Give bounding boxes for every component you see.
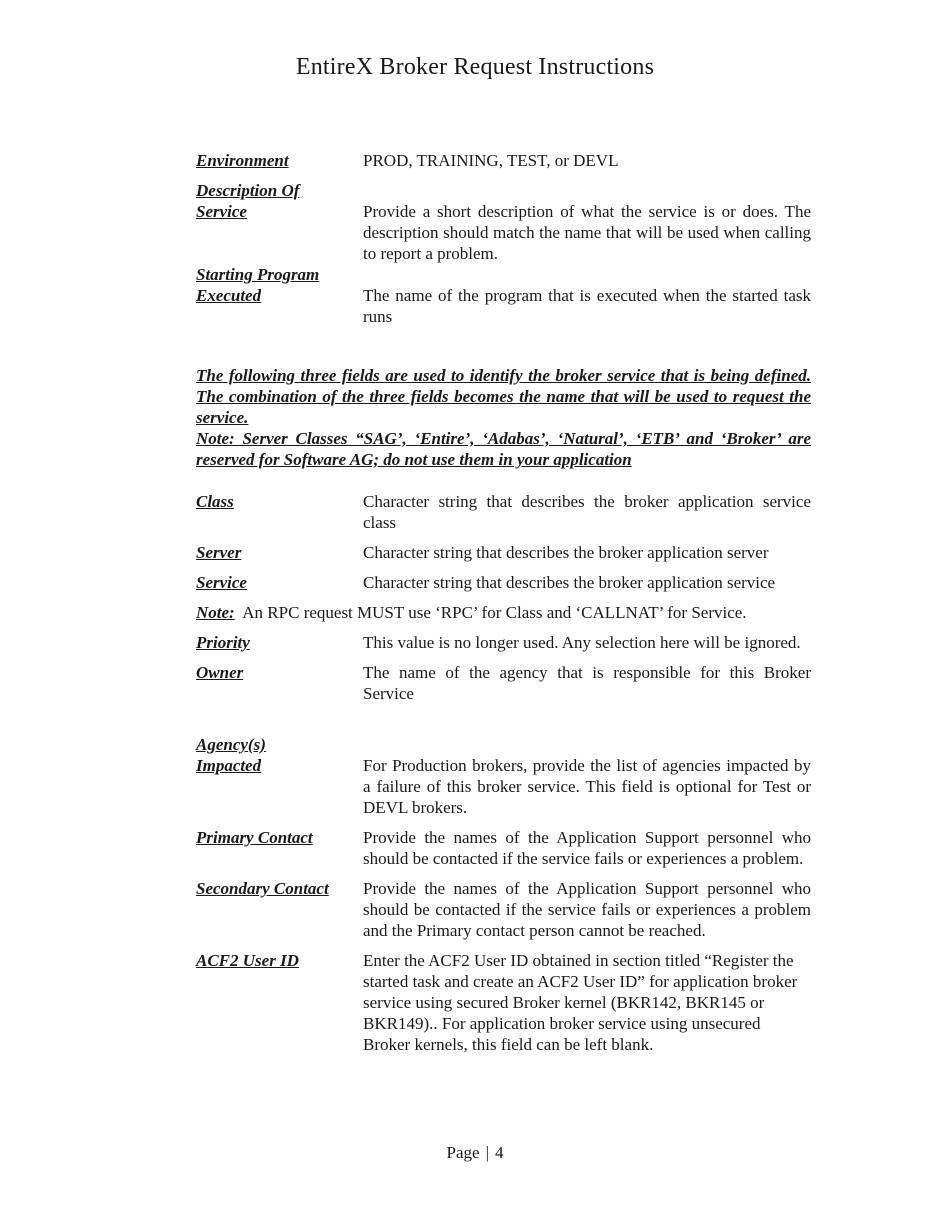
field-server bbox=[196, 542, 811, 563]
rpc-note-label: Note: bbox=[196, 603, 235, 622]
page-word: Page bbox=[446, 1143, 480, 1162]
field-service bbox=[196, 572, 811, 593]
field-value-class: Character string that describes the broker application service class bbox=[363, 492, 811, 532]
field-starting-program bbox=[196, 264, 811, 327]
field-owner bbox=[196, 662, 811, 704]
field-value-starting-program: The name of the program that is executed when the started task runs bbox=[363, 286, 811, 326]
field-value-description-of-service: Provide a short description of what the service is or does. The description should match the name that will be used when calling to report a problem. bbox=[363, 202, 811, 263]
field-label-service: Service bbox=[196, 573, 247, 592]
field-priority bbox=[196, 632, 811, 653]
field-label-secondary-contact: Secondary Contact bbox=[196, 879, 329, 898]
field-value-priority: This value is no longer used. Any selection here will be ignored. bbox=[363, 633, 801, 652]
field-value-secondary-contact: Provide the names of the Application Support personnel who should be contacted if the service fails or experiences a problem and the Primary contact person cannot be reached. bbox=[363, 879, 811, 940]
page-title: EntireX Broker Request Instructions bbox=[295, 54, 655, 80]
field-value-agencies-impacted: For Production brokers, provide the list of agencies impacted by a failure of this broker service. This field is optional for Test or DEVL brokers. bbox=[363, 756, 811, 817]
label-line: Environment bbox=[196, 151, 289, 170]
field-secondary-contact bbox=[196, 878, 811, 941]
field-agencies-impacted bbox=[196, 734, 811, 818]
label-line: Agency(s) bbox=[196, 735, 266, 754]
field-value-server: Character string that describes the broker application server bbox=[363, 543, 769, 562]
field-value-acf2-user-id: Enter the ACF2 User ID obtained in section titled “Register the started task and create an ACF2 User ID” for application broker service using secured Broker kernel (BKR142, BKR145 or BKR149).. For application broker service using unsecured Broker kernels, this field can be left blank. bbox=[363, 951, 798, 1054]
field-primary-contact bbox=[196, 827, 811, 869]
field-label-description-of-service bbox=[196, 180, 363, 222]
label-line: Service bbox=[196, 202, 247, 221]
rpc-note-text: An RPC request MUST use ‘RPC’ for Class and ‘CALLNAT’ for Service. bbox=[242, 603, 747, 622]
field-value-environment: PROD, TRAINING, TEST, or DEVL bbox=[363, 151, 619, 170]
identification-note-text: The following three fields are used to identify the broker service that is being defined. The combination of the three fields becomes the name that will be used to request the service. bbox=[196, 366, 811, 427]
field-label-acf2-user-id: ACF2 User ID bbox=[196, 951, 299, 970]
page-separator: | bbox=[485, 1143, 489, 1162]
rpc-note bbox=[196, 602, 811, 623]
field-label-environment bbox=[196, 150, 363, 171]
page-footer bbox=[0, 1143, 950, 1163]
field-description-of-service bbox=[196, 180, 811, 264]
field-label-owner: Owner bbox=[196, 663, 244, 682]
identification-note bbox=[196, 365, 811, 470]
label-line: Executed bbox=[196, 286, 262, 305]
reserved-classes-note: Note: Server Classes “SAG’, ‘Entire’, ‘Adabas’, ‘Natural’, ‘ETB’ and ‘Broker’ are reserved for Software AG; do not use them in your application bbox=[196, 429, 811, 469]
field-label-primary-contact: Primary Contact bbox=[196, 828, 313, 847]
field-label-starting-program bbox=[196, 264, 363, 306]
document-body bbox=[196, 150, 811, 1055]
field-environment bbox=[196, 150, 811, 171]
label-line: Starting Program bbox=[196, 265, 320, 284]
label-line: Description Of bbox=[196, 181, 300, 200]
field-label-priority: Priority bbox=[196, 633, 250, 652]
field-class bbox=[196, 491, 811, 533]
field-value-service: Character string that describes the broker application service bbox=[363, 573, 776, 592]
label-line: Impacted bbox=[196, 756, 262, 775]
field-label-server: Server bbox=[196, 543, 242, 562]
field-acf2-user-id bbox=[196, 950, 811, 1055]
field-value-primary-contact: Provide the names of the Application Support personnel who should be contacted if the service fails or experiences a problem. bbox=[363, 828, 811, 868]
field-label-agencies-impacted bbox=[196, 734, 363, 776]
field-value-owner: The name of the agency that is responsible for this Broker Service bbox=[363, 663, 811, 703]
page-number: 4 bbox=[494, 1143, 504, 1162]
field-label-class: Class bbox=[196, 492, 234, 511]
